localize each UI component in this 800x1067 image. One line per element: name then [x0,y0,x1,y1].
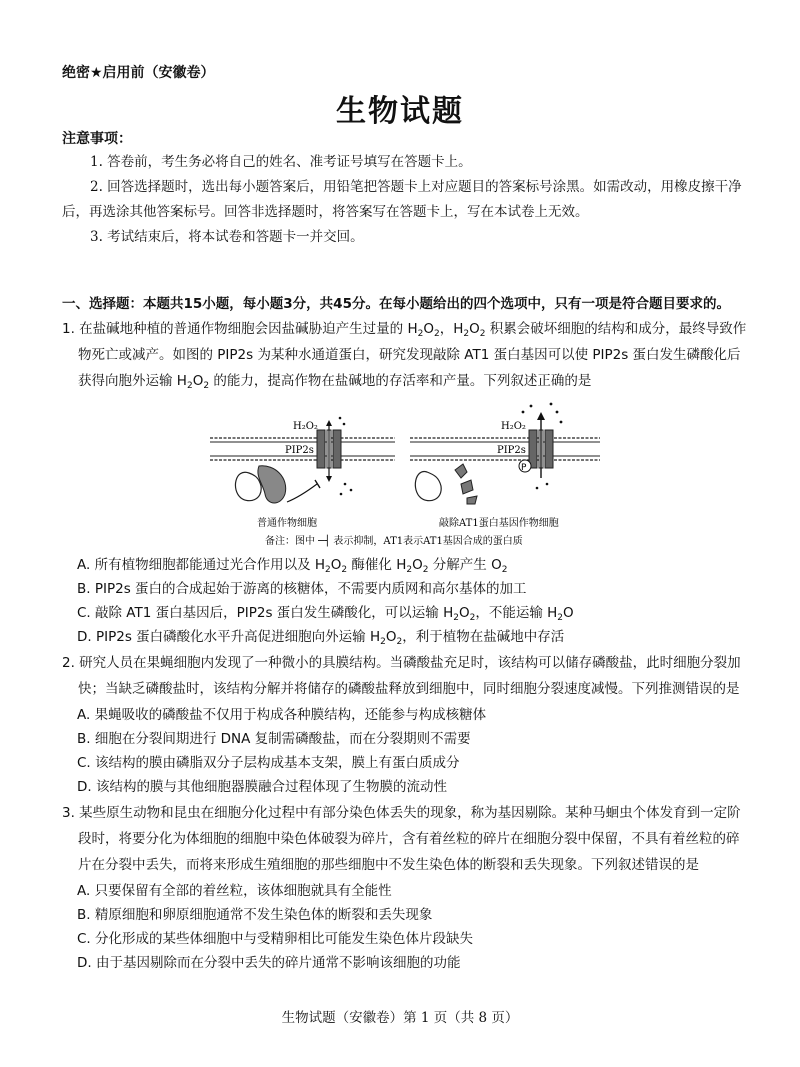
pip2s-figure [205,398,605,548]
label-h2o2-left: H₂O₂ [293,421,318,432]
page-title: 生物试题 [336,94,464,129]
q2-option-d[interactable]: D. 该结构的膜与其他细胞器膜融合过程体现了生物膜的流动性 [77,779,447,795]
figure-note: 备注：图中 ─┤ 表示抑制，AT1表示AT1基因合成的蛋白质 [265,536,523,547]
q3-option-a[interactable]: A. 只要保留有全部的着丝粒，该体细胞就具有全能性 [77,883,392,899]
question-3-stem: 3. 某些原生动物和昆虫在细胞分化过程中有部分染色体丢失的现象，称为基因剔除。某种马蛔虫个体发育到一定阶段时，将要分化为体细胞的细胞中染色体破裂为碎片，含有着丝粒的碎片在细胞分裂中保留，不具有着丝粒的碎片在分裂中丢失，而将来形成生殖细胞的那些细胞中不发生染色体的断裂和丢失现象。下列叙述错误的是 [62,805,741,873]
label-pip2s-left: PIP2s [285,445,314,456]
section-heading: 一、选择题：本题共15小题，每小题3分，共45分。在每小题给出的四个选项中，只有一项是符合题目要求的。 [62,296,730,312]
q1-option-b[interactable]: B. PIP2s 蛋白的合成起始于游离的核糖体，不需要内质网和高尔基体的加工 [77,581,527,597]
q3-option-c[interactable]: C. 分化形成的某些体细胞中与受精卵相比可能发生染色体片段缺失 [77,931,474,947]
notice-item-3: 3. 考试结束后，将本试卷和答题卡一并交回。 [90,229,364,245]
notice-item-2: 2. 回答选择题时，选出每小题答案后，用铅笔把答题卡上对应题目的答案标号涂黑。如需改动，用橡皮擦干净后，再选涂其他答案标号。回答非选择题时，将答案写在答题卡上，写在本试卷上无效。 [62,179,742,220]
notice-list [62,150,742,250]
label-p: P [521,463,527,473]
question-3 [62,800,750,878]
q1-option-d[interactable]: D. PIP2s 蛋白磷酸化水平升高促进细胞向外运输 $H_2O_2$，利于植物在盐碱地中存活 [77,629,565,647]
q2-option-b[interactable]: B. 细胞在分裂间期进行 DNA 复制需磷酸盐，而在分裂期则不需要 [77,731,471,747]
caption-right: 敲除AT1蛋白基因作物细胞 [439,518,559,529]
notice-heading: 注意事项： [62,131,132,147]
q1-option-c[interactable]: C. 敲除 AT1 蛋白基因后，PIP2s 蛋白发生磷酸化，可以运输 $H_2O_2$，不能运输 $H_2O$ [77,605,574,623]
question-2 [62,650,750,702]
q2-option-c[interactable]: C. 该结构的膜由磷脂双分子层构成基本支架，膜上有蛋白质成分 [77,755,460,771]
page-footer: 生物试题（安徽卷）第 1 页（共 8 页） [281,1010,519,1026]
q3-option-d[interactable]: D. 由于基因剔除而在分裂中丢失的碎片通常不影响该细胞的功能 [77,955,461,971]
q1-option-a[interactable]: A. 所有植物细胞都能通过光合作用以及 $H_2O_2$ 酶催化 $H_2O_2$ 分解产生 $O_2$ [77,557,508,575]
notice-item-1: 1. 答卷前，考生务必将自己的姓名、准考证号填写在答题卡上。 [90,154,472,170]
q3-option-b[interactable]: B. 精原细胞和卵原细胞通常不发生染色体的断裂和丢失现象 [77,907,433,923]
q2-option-a[interactable]: A. 果蝇吸收的磷酸盐不仅用于构成各种膜结构，还能参与构成核糖体 [77,707,487,723]
label-h2o2-right: H₂O₂ [501,421,526,432]
confidential-label: 绝密★启用前（安徽卷） [62,65,215,81]
label-pip2s-right: PIP2s [497,445,526,456]
question-1-stem: 1. 在盐碱地种植的普通作物细胞会因盐碱胁迫产生过量的 $H_2O_2$，$H_2O_2$ 积累会破坏细胞的结构和成分，最终导致作物死亡或减产。如图的 PIP2s 为某种水通道蛋白，研究发现敲除 AT1 蛋白基因可以使 PIP2s 蛋白发生磷酸化后获得向胞外运输 $H_2O_2$ 的能力，提高作物在盐碱地的存活率和产量。下列叙述正确的是 [62,321,747,391]
caption-left: 普通作物细胞 [257,518,317,529]
membrane-diagram [205,398,605,548]
question-2-stem: 2. 研究人员在果蝇细胞内发现了一种微小的具膜结构。当磷酸盐充足时，该结构可以储存磷酸盐，此时细胞分裂加快；当缺乏磷酸盐时，该结构分解并将储存的磷酸盐释放到细胞中，同时细胞分裂速度减慢。下列推测错误的是 [62,655,741,697]
question-1 [62,316,750,394]
